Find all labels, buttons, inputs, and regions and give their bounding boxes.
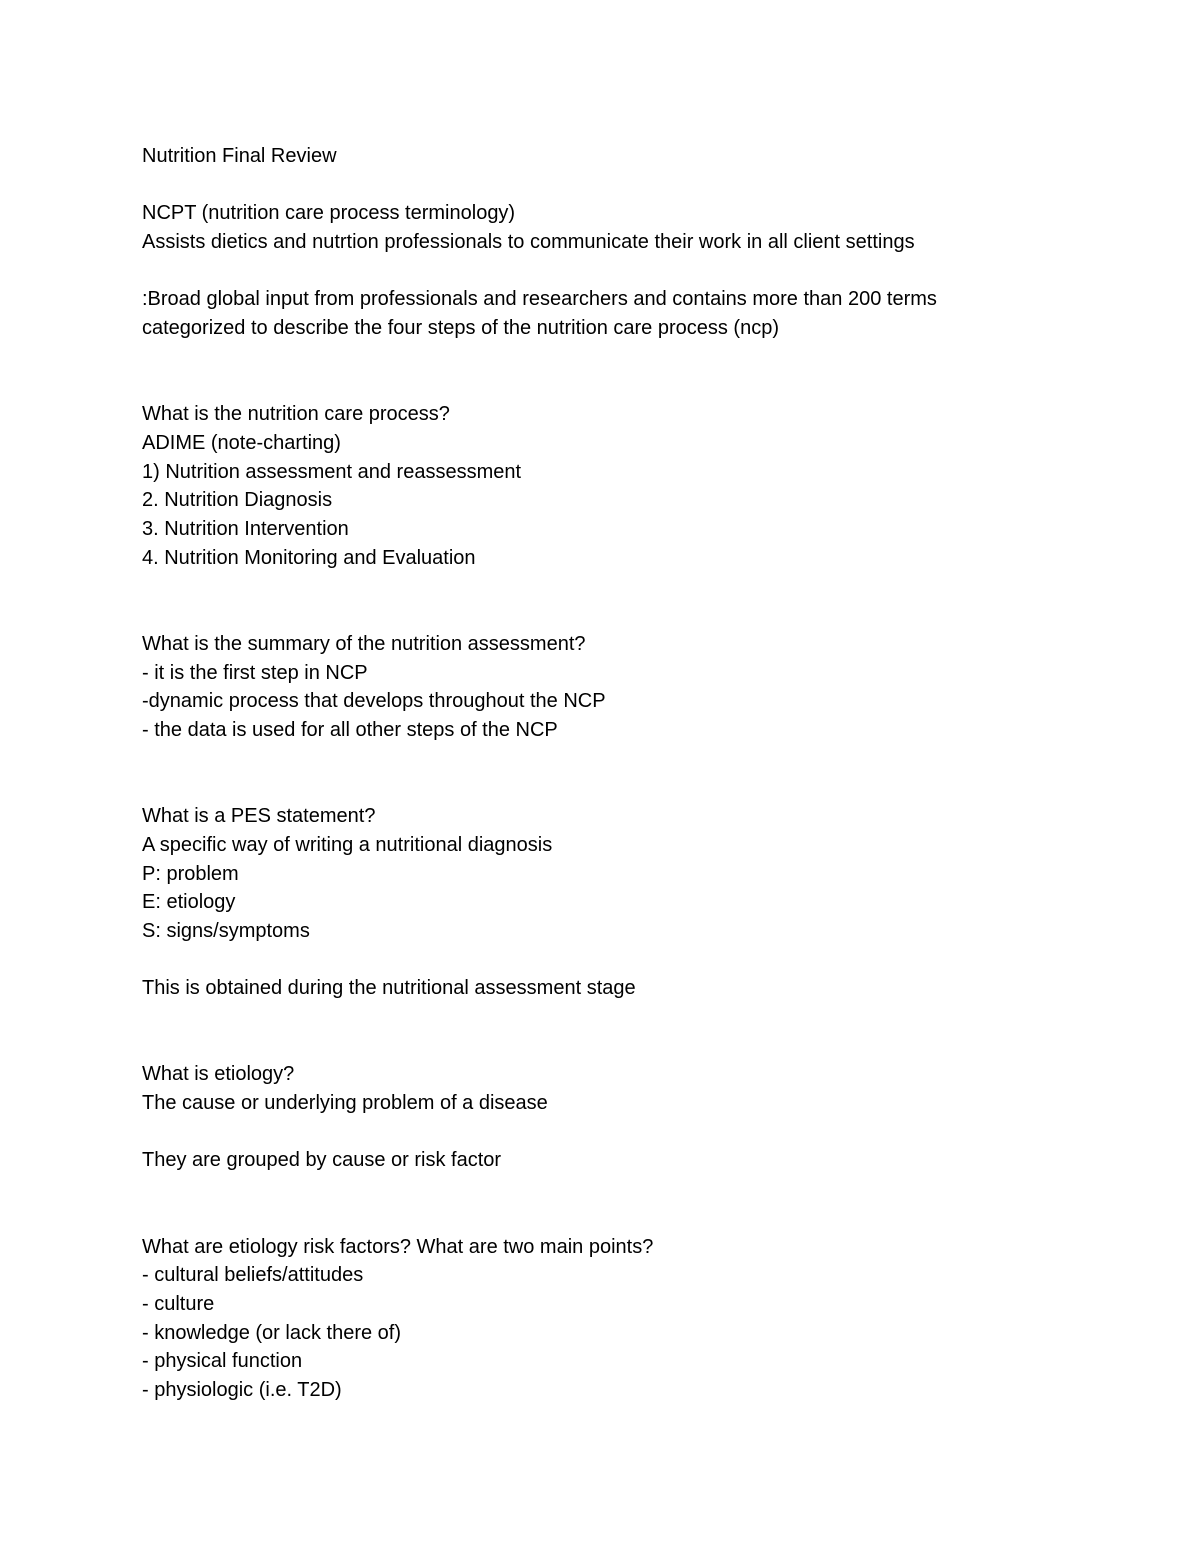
assessment-point: - the data is used for all other steps of the NCP	[142, 719, 558, 741]
ncp-step: 3. Nutrition Intervention	[142, 518, 349, 541]
ncp-step: 4. Nutrition Monitoring and Evaluation	[142, 546, 476, 569]
ncpt-note-line-1: :Broad global input from professionals and researchers and contains more than 200 terms	[142, 288, 937, 311]
assessment-section	[142, 630, 1142, 745]
ncp-step: 2. Nutrition Diagnosis	[142, 489, 333, 512]
assessment-question: What is the summary of the nutrition assessment?	[142, 632, 586, 655]
risk-factors-question: What are etiology risk factors? What are two main points?	[142, 1235, 654, 1258]
etiology-note: They are grouped by cause or risk factor	[142, 1149, 502, 1172]
document-title: Nutrition Final Review	[142, 145, 337, 167]
ncpt-section	[142, 199, 1142, 343]
risk-factors-section	[142, 1233, 1142, 1405]
document-body	[142, 142, 1142, 1405]
ncp-subtitle: ADIME (note-charting)	[142, 431, 341, 454]
pes-question: What is a PES statement?	[142, 805, 376, 828]
ncp-question: What is the nutrition care process?	[142, 403, 450, 426]
pes-section	[142, 802, 1142, 1003]
ncp-section	[142, 400, 1142, 572]
pes-note: This is obtained during the nutritional assessment stage	[142, 977, 636, 1000]
pes-item: E: etiology	[142, 891, 236, 914]
ncpt-description: Assists dietics and nutrtion professionals to communicate their work in all client settings	[142, 231, 915, 254]
ncpt-heading: NCPT (nutrition care process terminology)	[142, 202, 516, 225]
etiology-question: What is etiology?	[142, 1063, 295, 1086]
risk-factor-item: - physical function	[142, 1350, 303, 1373]
assessment-point: - it is the first step in NCP	[142, 661, 368, 684]
etiology-section	[142, 1060, 1142, 1175]
ncp-step: 1) Nutrition assessment and reassessment	[142, 460, 522, 483]
risk-factor-item: - knowledge (or lack there of)	[142, 1321, 402, 1344]
pes-item: S: signs/symptoms	[142, 919, 310, 942]
pes-item: P: problem	[142, 862, 239, 885]
risk-factor-item: - cultural beliefs/attitudes	[142, 1264, 364, 1287]
risk-factor-item: - culture	[142, 1292, 215, 1315]
ncpt-note-line-2: categorized to describe the four steps of the nutrition care process (ncp)	[142, 317, 780, 340]
pes-definition: A specific way of writing a nutritional diagnosis	[142, 833, 553, 856]
risk-factor-item: - physiologic (i.e. T2D)	[142, 1379, 342, 1402]
assessment-point: -dynamic process that develops throughout the NCP	[142, 690, 606, 713]
etiology-definition: The cause or underlying problem of a disease	[142, 1092, 548, 1115]
